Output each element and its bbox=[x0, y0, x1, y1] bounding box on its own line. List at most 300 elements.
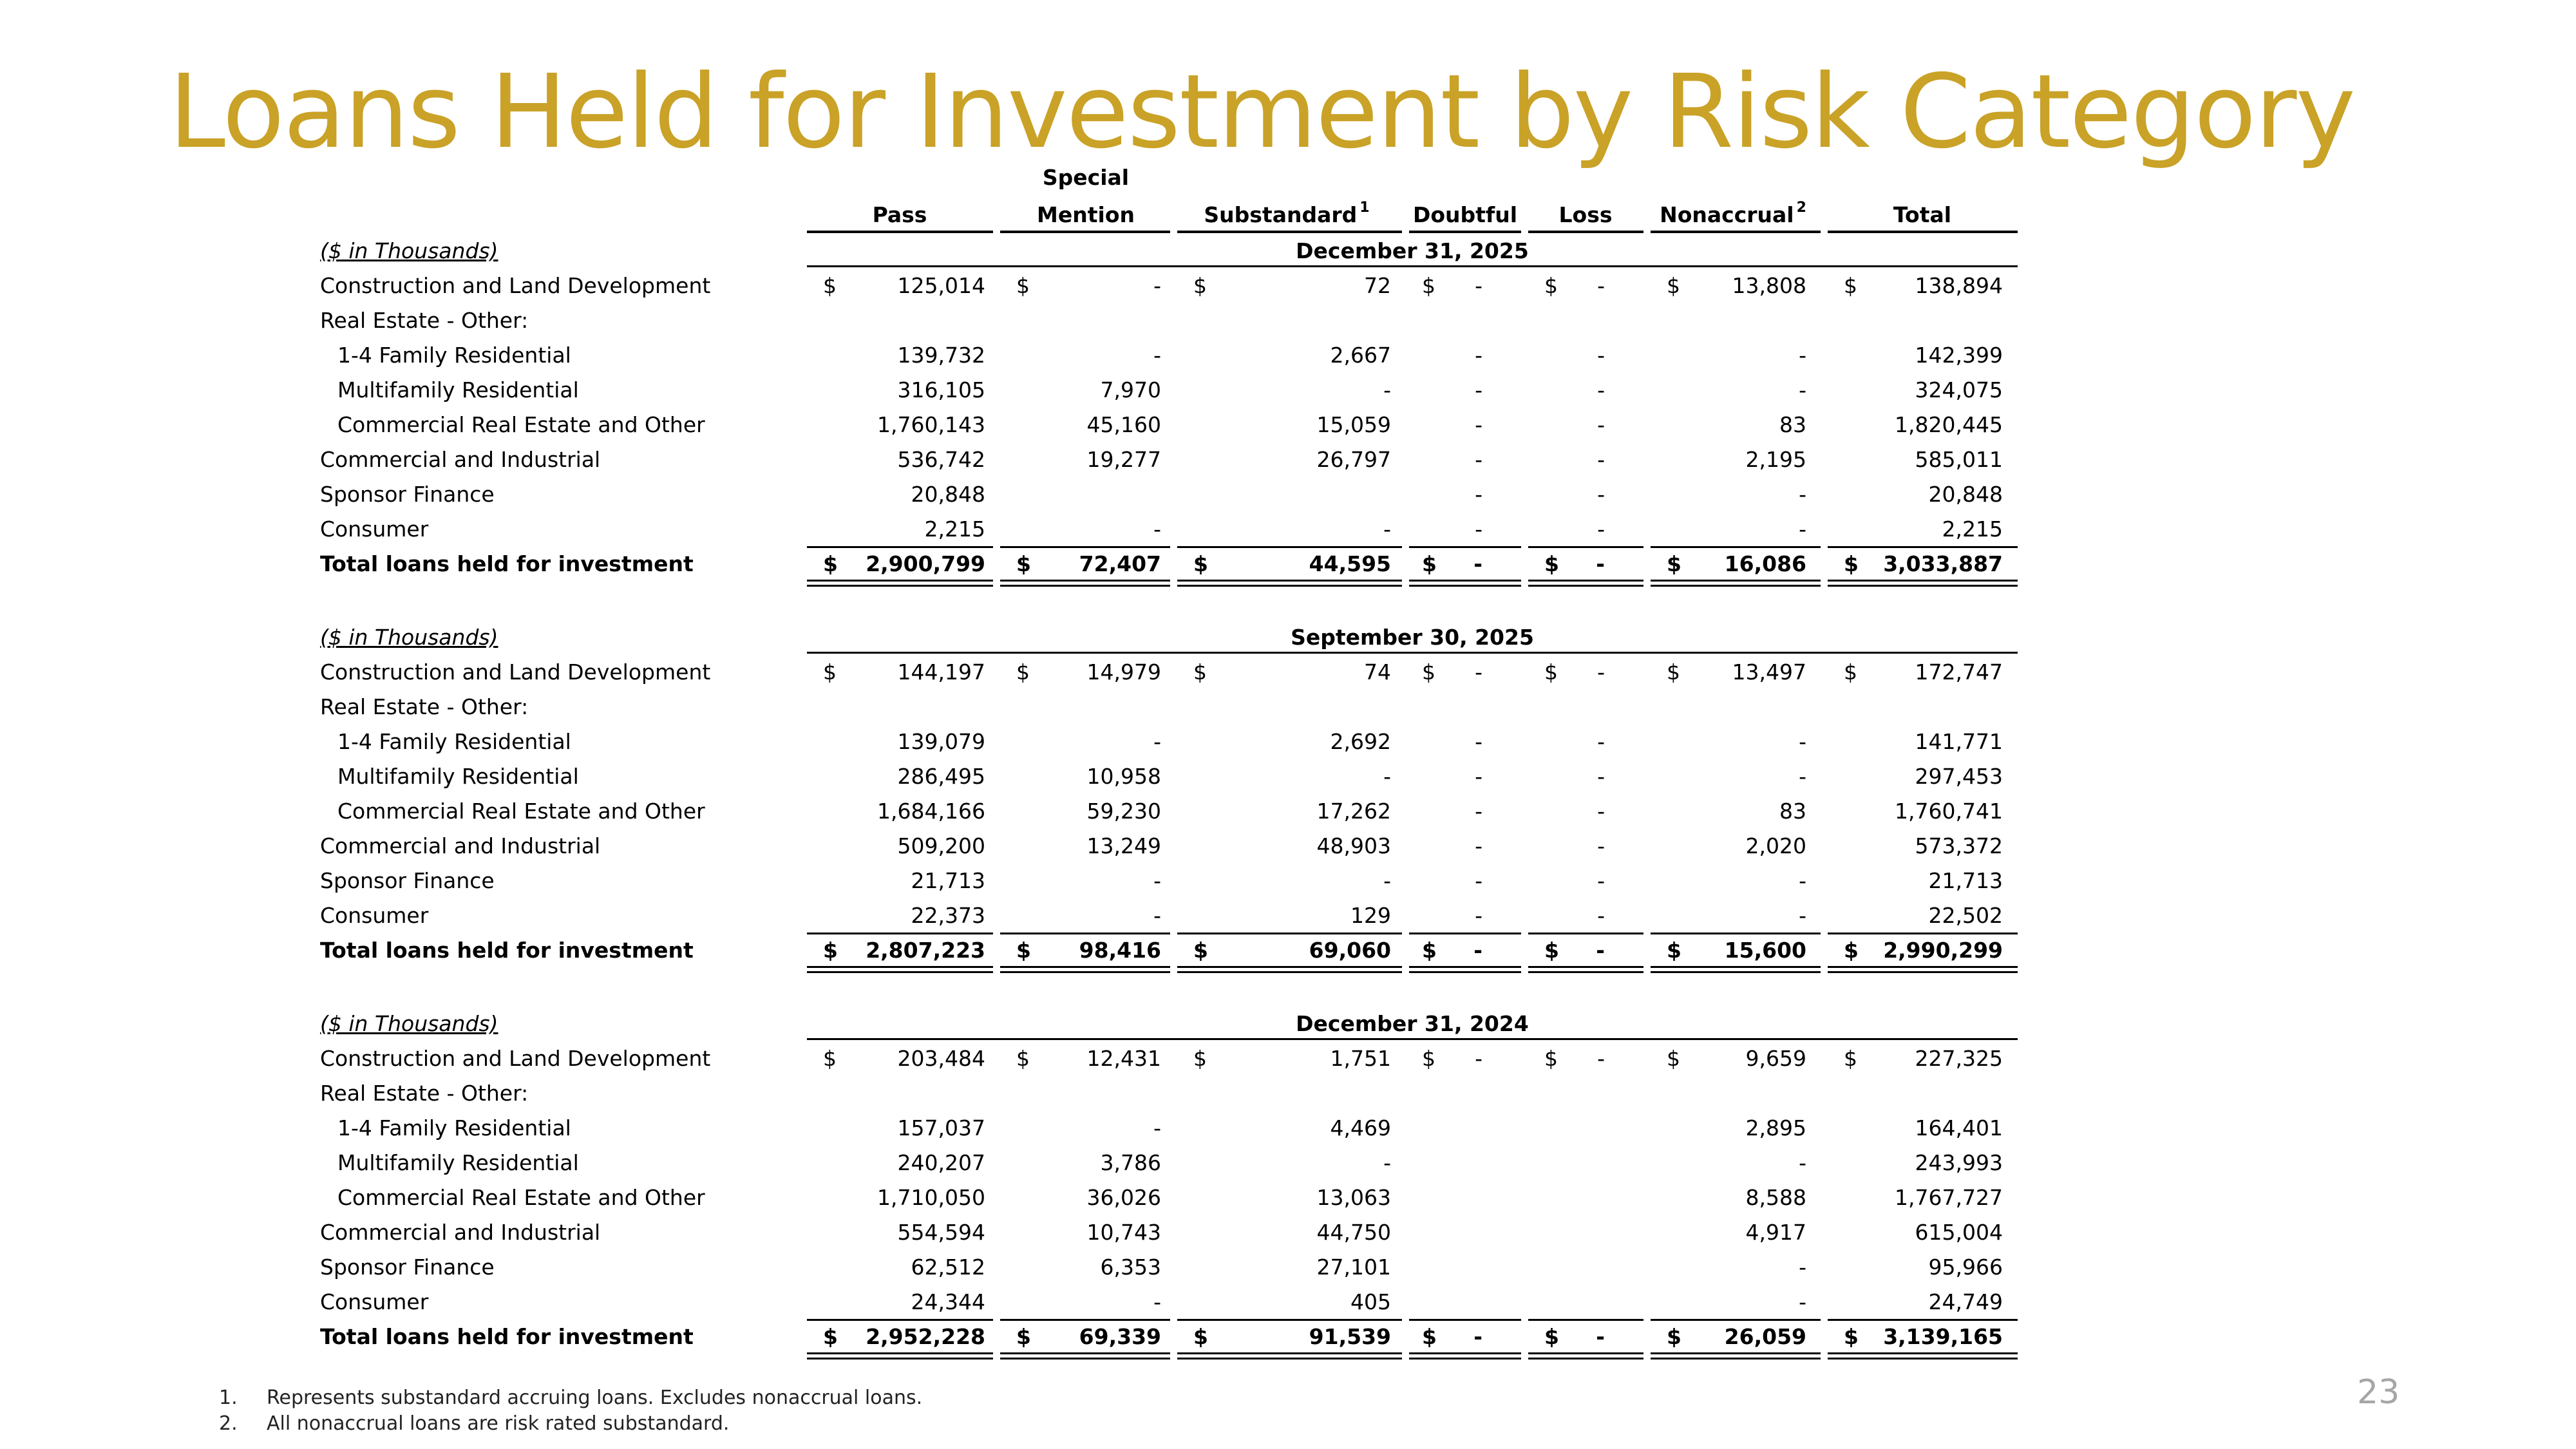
currency-symbol: $ bbox=[1844, 938, 1859, 963]
table-cell: 536,742 bbox=[897, 447, 985, 472]
table-cell: - bbox=[1799, 1289, 1806, 1314]
row-label: Multifamily Residential bbox=[337, 764, 579, 789]
table-cell: 2,020 bbox=[1745, 833, 1806, 858]
table-cell: - bbox=[1597, 482, 1605, 507]
table-cell: - bbox=[1153, 729, 1161, 754]
total-double-rule bbox=[1528, 966, 1643, 973]
table-cell: - bbox=[1799, 729, 1806, 754]
table-cell: 3,033,887 bbox=[1883, 551, 2003, 576]
table-cell: - bbox=[1597, 764, 1605, 789]
table-cell: 509,200 bbox=[897, 833, 985, 858]
table-cell: 2,195 bbox=[1745, 447, 1806, 472]
table-cell: - bbox=[1596, 551, 1605, 576]
table-cell: 125,014 bbox=[897, 273, 985, 298]
column-header-label: Pass bbox=[872, 202, 927, 227]
total-double-rule bbox=[1651, 580, 1821, 587]
subtotal-rule bbox=[1177, 933, 1402, 934]
table-cell: 74 bbox=[1364, 659, 1391, 685]
table-cell: 6,353 bbox=[1100, 1255, 1161, 1280]
row-label: Sponsor Finance bbox=[320, 868, 495, 893]
total-double-rule bbox=[1177, 1352, 1402, 1359]
total-double-rule bbox=[1409, 966, 1521, 973]
currency-symbol: $ bbox=[1544, 1046, 1558, 1071]
currency-symbol: $ bbox=[1667, 273, 1680, 298]
row-label: Multifamily Residential bbox=[337, 1150, 579, 1175]
table-cell: 14,979 bbox=[1086, 659, 1161, 685]
table-cell: 22,373 bbox=[911, 903, 985, 928]
period-rule bbox=[807, 1038, 2018, 1040]
table-cell: 157,037 bbox=[897, 1115, 985, 1141]
table-cell: 2,667 bbox=[1330, 343, 1391, 368]
table-cell: 13,808 bbox=[1732, 273, 1806, 298]
table-cell: - bbox=[1799, 903, 1806, 928]
currency-symbol: $ bbox=[1193, 551, 1208, 576]
column-header-label: Doubtful bbox=[1412, 202, 1518, 227]
table-cell: 59,230 bbox=[1086, 799, 1161, 824]
table-cell: - bbox=[1597, 516, 1605, 542]
subtotal-rule bbox=[807, 546, 993, 548]
table-cell: 139,732 bbox=[897, 343, 985, 368]
period-label: December 31, 2025 bbox=[1296, 238, 1529, 263]
subtotal-rule bbox=[1528, 933, 1643, 934]
total-double-rule bbox=[807, 1352, 993, 1359]
period-rule bbox=[807, 652, 2018, 654]
table-cell: 324,075 bbox=[1915, 377, 2003, 402]
row-label: Commercial Real Estate and Other bbox=[337, 412, 705, 437]
table-cell: 405 bbox=[1350, 1289, 1391, 1314]
currency-symbol: $ bbox=[1844, 273, 1857, 298]
currency-symbol: $ bbox=[1544, 273, 1558, 298]
column-header-rule bbox=[1409, 231, 1521, 233]
table-cell: 2,692 bbox=[1330, 729, 1391, 754]
table-cell: - bbox=[1475, 412, 1482, 437]
currency-symbol: $ bbox=[823, 1324, 838, 1349]
footnote-text: All nonaccrual loans are risk rated substandard. bbox=[267, 1412, 730, 1435]
table-cell: - bbox=[1475, 1046, 1482, 1071]
currency-symbol: $ bbox=[1016, 938, 1031, 963]
footnote-text: Represents substandard accruing loans. Excludes nonaccrual loans. bbox=[267, 1386, 923, 1409]
table-cell: 72,407 bbox=[1079, 551, 1161, 576]
table-cell: 243,993 bbox=[1915, 1150, 2003, 1175]
table-cell: 27,101 bbox=[1316, 1255, 1391, 1280]
table-cell: 22,502 bbox=[1928, 903, 2003, 928]
table-cell: 36,026 bbox=[1086, 1185, 1161, 1210]
subtotal-rule bbox=[1000, 546, 1170, 548]
total-double-rule bbox=[1000, 1352, 1170, 1359]
table-cell: 1,760,741 bbox=[1895, 799, 2003, 824]
currency-symbol: $ bbox=[823, 273, 837, 298]
currency-symbol: $ bbox=[1193, 1324, 1208, 1349]
subtotal-rule bbox=[1409, 546, 1521, 548]
page-number: 23 bbox=[2357, 1373, 2400, 1412]
total-double-rule bbox=[1177, 966, 1402, 973]
table-cell: 3,786 bbox=[1100, 1150, 1161, 1175]
currency-symbol: $ bbox=[1844, 1324, 1859, 1349]
table-cell: - bbox=[1153, 273, 1161, 298]
currency-symbol: $ bbox=[1667, 551, 1681, 576]
table-cell: 48,903 bbox=[1316, 833, 1391, 858]
column-header-label: Total bbox=[1893, 202, 1952, 227]
row-label: Commercial Real Estate and Other bbox=[337, 799, 705, 824]
table-cell: 203,484 bbox=[897, 1046, 985, 1071]
table-cell: 2,990,299 bbox=[1883, 938, 2003, 963]
table-cell: - bbox=[1475, 273, 1482, 298]
table-cell: 10,743 bbox=[1086, 1220, 1161, 1245]
table-cell: 13,249 bbox=[1086, 833, 1161, 858]
table-cell: 2,900,799 bbox=[866, 551, 985, 576]
currency-symbol: $ bbox=[1422, 659, 1435, 685]
table-cell: 316,105 bbox=[897, 377, 985, 402]
table-cell: - bbox=[1475, 903, 1482, 928]
currency-symbol: $ bbox=[1016, 551, 1031, 576]
currency-symbol: $ bbox=[1193, 273, 1207, 298]
table-cell: 16,086 bbox=[1724, 551, 1806, 576]
currency-symbol: $ bbox=[823, 1046, 837, 1071]
table-cell: 1,820,445 bbox=[1895, 412, 2003, 437]
units-label: ($ in Thousands) bbox=[320, 625, 498, 650]
currency-symbol: $ bbox=[1544, 938, 1559, 963]
column-header-label: Mention bbox=[1037, 202, 1135, 227]
currency-symbol: $ bbox=[1422, 273, 1435, 298]
table-cell: 615,004 bbox=[1915, 1220, 2003, 1245]
table-cell: 164,401 bbox=[1915, 1115, 2003, 1141]
period-label: December 31, 2024 bbox=[1296, 1011, 1529, 1036]
table-cell: 139,079 bbox=[897, 729, 985, 754]
table-cell: - bbox=[1799, 377, 1806, 402]
row-label: Real Estate - Other: bbox=[320, 308, 529, 333]
table-cell: - bbox=[1153, 1289, 1161, 1314]
row-label: Commercial Real Estate and Other bbox=[337, 1185, 705, 1210]
row-label: Real Estate - Other: bbox=[320, 694, 529, 719]
table-cell: 13,497 bbox=[1732, 659, 1806, 685]
table-cell: 12,431 bbox=[1086, 1046, 1161, 1071]
table-cell: - bbox=[1799, 1255, 1806, 1280]
subtotal-rule bbox=[1409, 933, 1521, 934]
table-cell: 98,416 bbox=[1079, 938, 1161, 963]
table-cell: 24,344 bbox=[911, 1289, 985, 1314]
table-cell: - bbox=[1475, 516, 1482, 542]
table-cell: 554,594 bbox=[897, 1220, 985, 1245]
currency-symbol: $ bbox=[823, 659, 837, 685]
total-double-rule bbox=[1177, 580, 1402, 587]
currency-symbol: $ bbox=[1544, 551, 1559, 576]
table-cell: - bbox=[1799, 482, 1806, 507]
table-cell: 20,848 bbox=[1928, 482, 2003, 507]
subtotal-rule bbox=[1651, 1319, 1821, 1321]
table-cell: 240,207 bbox=[897, 1150, 985, 1175]
table-cell: 2,215 bbox=[924, 516, 985, 542]
table-cell: - bbox=[1475, 343, 1482, 368]
row-label: Consumer bbox=[320, 1289, 429, 1314]
row-label: 1-4 Family Residential bbox=[337, 729, 571, 754]
footnote-number: 2. bbox=[219, 1412, 238, 1435]
table-cell: 172,747 bbox=[1915, 659, 2003, 685]
row-label: Construction and Land Development bbox=[320, 273, 711, 298]
table-cell: 1,767,727 bbox=[1895, 1185, 2003, 1210]
table-cell: 24,749 bbox=[1928, 1289, 2003, 1314]
table-cell: - bbox=[1597, 903, 1605, 928]
total-double-rule bbox=[1409, 580, 1521, 587]
table-cell: - bbox=[1596, 938, 1605, 963]
row-label: Multifamily Residential bbox=[337, 377, 579, 402]
table-cell: - bbox=[1597, 833, 1605, 858]
table-cell: - bbox=[1799, 343, 1806, 368]
total-double-rule bbox=[1651, 966, 1821, 973]
column-header-label: Loss bbox=[1558, 202, 1613, 227]
column-header-label: Substandard bbox=[1204, 202, 1358, 227]
total-double-rule bbox=[807, 966, 993, 973]
table-cell: 227,325 bbox=[1915, 1046, 2003, 1071]
total-double-rule bbox=[1409, 1352, 1521, 1359]
table-cell: - bbox=[1153, 1115, 1161, 1141]
column-header bbox=[976, 202, 1195, 227]
table-cell: 19,277 bbox=[1086, 447, 1161, 472]
footnote-2 bbox=[219, 1410, 922, 1436]
table-cell: - bbox=[1475, 764, 1482, 789]
table-cell: 2,807,223 bbox=[866, 938, 985, 963]
subtotal-rule bbox=[807, 933, 993, 934]
total-double-rule bbox=[1528, 1352, 1643, 1359]
table-cell: 83 bbox=[1779, 412, 1806, 437]
table-cell: 297,453 bbox=[1915, 764, 2003, 789]
subtotal-rule bbox=[1409, 1319, 1521, 1321]
column-header-rule bbox=[1177, 231, 1402, 233]
table-cell: - bbox=[1475, 729, 1482, 754]
table-cell: - bbox=[1475, 659, 1482, 685]
table-cell: 4,917 bbox=[1745, 1220, 1806, 1245]
total-double-rule bbox=[1828, 966, 2018, 973]
table-cell: - bbox=[1475, 868, 1482, 893]
currency-symbol: $ bbox=[823, 938, 838, 963]
table-cell: - bbox=[1473, 1324, 1482, 1349]
table-cell: 142,399 bbox=[1915, 343, 2003, 368]
table-cell: 21,713 bbox=[1928, 868, 2003, 893]
subtotal-rule bbox=[1528, 546, 1643, 548]
column-header-top: Special bbox=[1042, 165, 1130, 190]
subtotal-rule bbox=[1000, 1319, 1170, 1321]
table-cell: 83 bbox=[1779, 799, 1806, 824]
table-cell: 286,495 bbox=[897, 764, 985, 789]
table-cell: 69,060 bbox=[1309, 938, 1391, 963]
period-rule bbox=[807, 265, 2018, 267]
currency-symbol: $ bbox=[1422, 551, 1437, 576]
table-cell: - bbox=[1475, 447, 1482, 472]
table-cell: 2,215 bbox=[1942, 516, 2003, 542]
table-cell: 21,713 bbox=[911, 868, 985, 893]
total-double-rule bbox=[807, 580, 993, 587]
column-header bbox=[1624, 202, 1842, 227]
table-cell: - bbox=[1596, 1324, 1605, 1349]
row-label: Commercial and Industrial bbox=[320, 1220, 601, 1245]
currency-symbol: $ bbox=[1667, 659, 1680, 685]
table-cell: 15,600 bbox=[1724, 938, 1806, 963]
table-cell: - bbox=[1473, 551, 1482, 576]
table-cell: - bbox=[1799, 868, 1806, 893]
subtotal-rule bbox=[1528, 1319, 1643, 1321]
table-cell: 45,160 bbox=[1086, 412, 1161, 437]
table-cell: 15,059 bbox=[1316, 412, 1391, 437]
table-cell: - bbox=[1799, 516, 1806, 542]
row-label: Sponsor Finance bbox=[320, 482, 495, 507]
table-cell: - bbox=[1153, 903, 1161, 928]
table-cell: 69,339 bbox=[1079, 1324, 1161, 1349]
total-row-label: Total loans held for investment bbox=[320, 551, 694, 576]
column-header-rule bbox=[807, 231, 993, 233]
table-cell: 20,848 bbox=[911, 482, 985, 507]
table-cell: - bbox=[1597, 729, 1605, 754]
table-cell: - bbox=[1153, 516, 1161, 542]
table-cell: 1,710,050 bbox=[877, 1185, 985, 1210]
currency-symbol: $ bbox=[1844, 551, 1859, 576]
column-header-label: Nonaccrual bbox=[1660, 202, 1794, 227]
footnote-1 bbox=[219, 1385, 922, 1410]
table-cell: 3,139,165 bbox=[1883, 1324, 2003, 1349]
table-cell: 9,659 bbox=[1745, 1046, 1806, 1071]
table-cell: - bbox=[1597, 273, 1605, 298]
row-label: Commercial and Industrial bbox=[320, 833, 601, 858]
currency-symbol: $ bbox=[1422, 1046, 1435, 1071]
row-label: Construction and Land Development bbox=[320, 659, 711, 685]
subtotal-rule bbox=[1000, 933, 1170, 934]
subtotal-rule bbox=[807, 1319, 993, 1321]
column-header-rule bbox=[1651, 231, 1821, 233]
table-cell: - bbox=[1597, 377, 1605, 402]
total-double-rule bbox=[1000, 580, 1170, 587]
currency-symbol: $ bbox=[1544, 1324, 1559, 1349]
table-cell: - bbox=[1597, 868, 1605, 893]
table-cell: - bbox=[1153, 868, 1161, 893]
table-cell: 44,750 bbox=[1316, 1220, 1391, 1245]
table-cell: 4,469 bbox=[1330, 1115, 1391, 1141]
currency-symbol: $ bbox=[1844, 1046, 1857, 1071]
table-cell: 72 bbox=[1364, 273, 1391, 298]
currency-symbol: $ bbox=[823, 551, 838, 576]
subtotal-rule bbox=[1177, 1319, 1402, 1321]
table-cell: 1,760,143 bbox=[877, 412, 985, 437]
currency-symbol: $ bbox=[1844, 659, 1857, 685]
currency-symbol: $ bbox=[1193, 659, 1207, 685]
total-double-rule bbox=[1000, 966, 1170, 973]
column-header-rule bbox=[1528, 231, 1643, 233]
currency-symbol: $ bbox=[1422, 1324, 1437, 1349]
table-cell: 1,684,166 bbox=[877, 799, 985, 824]
table-cell: 26,797 bbox=[1316, 447, 1391, 472]
table-cell: - bbox=[1475, 833, 1482, 858]
total-row-label: Total loans held for investment bbox=[320, 1324, 694, 1349]
subtotal-rule bbox=[1828, 933, 2018, 934]
table-cell: - bbox=[1383, 868, 1391, 893]
table-cell: 10,958 bbox=[1086, 764, 1161, 789]
table-cell: 13,063 bbox=[1316, 1185, 1391, 1210]
table-cell: - bbox=[1597, 343, 1605, 368]
footnotes bbox=[219, 1385, 922, 1436]
table-cell: 1,751 bbox=[1330, 1046, 1391, 1071]
table-cell: - bbox=[1597, 1046, 1605, 1071]
table-cell: 2,952,228 bbox=[866, 1324, 985, 1349]
subtotal-rule bbox=[1177, 546, 1402, 548]
table-cell: - bbox=[1383, 1150, 1391, 1175]
table-cell: 141,771 bbox=[1915, 729, 2003, 754]
table-cell: - bbox=[1153, 343, 1161, 368]
row-label: 1-4 Family Residential bbox=[337, 343, 571, 368]
currency-symbol: $ bbox=[1667, 1046, 1680, 1071]
currency-symbol: $ bbox=[1016, 1324, 1031, 1349]
table-cell: - bbox=[1597, 799, 1605, 824]
row-label: Consumer bbox=[320, 516, 429, 542]
table-cell: 17,262 bbox=[1316, 799, 1391, 824]
currency-symbol: $ bbox=[1016, 1046, 1030, 1071]
currency-symbol: $ bbox=[1422, 938, 1437, 963]
table-cell: - bbox=[1799, 764, 1806, 789]
currency-symbol: $ bbox=[1544, 659, 1558, 685]
currency-symbol: $ bbox=[1016, 659, 1030, 685]
table-cell: - bbox=[1475, 482, 1482, 507]
table-cell: - bbox=[1473, 938, 1482, 963]
page-title: Loans Held for Investment by Risk Category bbox=[169, 53, 2354, 171]
total-double-rule bbox=[1651, 1352, 1821, 1359]
currency-symbol: $ bbox=[1193, 1046, 1207, 1071]
period-label: September 30, 2025 bbox=[1291, 625, 1534, 650]
currency-symbol: $ bbox=[1193, 938, 1208, 963]
table-cell: 2,895 bbox=[1745, 1115, 1806, 1141]
row-label: Construction and Land Development bbox=[320, 1046, 711, 1071]
units-label: ($ in Thousands) bbox=[320, 1011, 498, 1036]
column-header bbox=[1813, 202, 2032, 227]
table-cell: - bbox=[1799, 1150, 1806, 1175]
table-cell: - bbox=[1597, 447, 1605, 472]
table-cell: 62,512 bbox=[911, 1255, 985, 1280]
subtotal-rule bbox=[1651, 546, 1821, 548]
table-cell: 573,372 bbox=[1915, 833, 2003, 858]
currency-symbol: $ bbox=[1667, 1324, 1681, 1349]
footnote-marker: 2 bbox=[1796, 200, 1806, 216]
table-cell: - bbox=[1475, 377, 1482, 402]
table-cell: 585,011 bbox=[1915, 447, 2003, 472]
table-cell: 95,966 bbox=[1928, 1255, 2003, 1280]
footnote-marker: 1 bbox=[1359, 200, 1370, 216]
total-double-rule bbox=[1828, 580, 2018, 587]
row-label: Consumer bbox=[320, 903, 429, 928]
column-header-rule bbox=[1828, 231, 2018, 233]
table-cell: - bbox=[1383, 764, 1391, 789]
table-cell: 8,588 bbox=[1745, 1185, 1806, 1210]
table-cell: 7,970 bbox=[1100, 377, 1161, 402]
table-cell: - bbox=[1383, 516, 1391, 542]
table-cell: 44,595 bbox=[1309, 551, 1391, 576]
subtotal-rule bbox=[1828, 546, 2018, 548]
table-cell: 144,197 bbox=[897, 659, 985, 685]
subtotal-rule bbox=[1828, 1319, 2018, 1321]
total-row-label: Total loans held for investment bbox=[320, 938, 694, 963]
row-label: Real Estate - Other: bbox=[320, 1081, 529, 1106]
row-label: Commercial and Industrial bbox=[320, 447, 601, 472]
table-cell: 129 bbox=[1350, 903, 1391, 928]
total-double-rule bbox=[1828, 1352, 2018, 1359]
currency-symbol: $ bbox=[1667, 938, 1681, 963]
footnote-number: 1. bbox=[219, 1386, 238, 1409]
total-double-rule bbox=[1528, 580, 1643, 587]
table-cell: - bbox=[1475, 799, 1482, 824]
currency-symbol: $ bbox=[1016, 273, 1030, 298]
row-label: 1-4 Family Residential bbox=[337, 1115, 571, 1141]
table-cell: 91,539 bbox=[1309, 1324, 1391, 1349]
table-cell: 26,059 bbox=[1724, 1324, 1806, 1349]
units-label: ($ in Thousands) bbox=[320, 238, 498, 263]
table-cell: - bbox=[1597, 412, 1605, 437]
table-cell: 138,894 bbox=[1915, 273, 2003, 298]
row-label: Sponsor Finance bbox=[320, 1255, 495, 1280]
table-cell: - bbox=[1383, 377, 1391, 402]
